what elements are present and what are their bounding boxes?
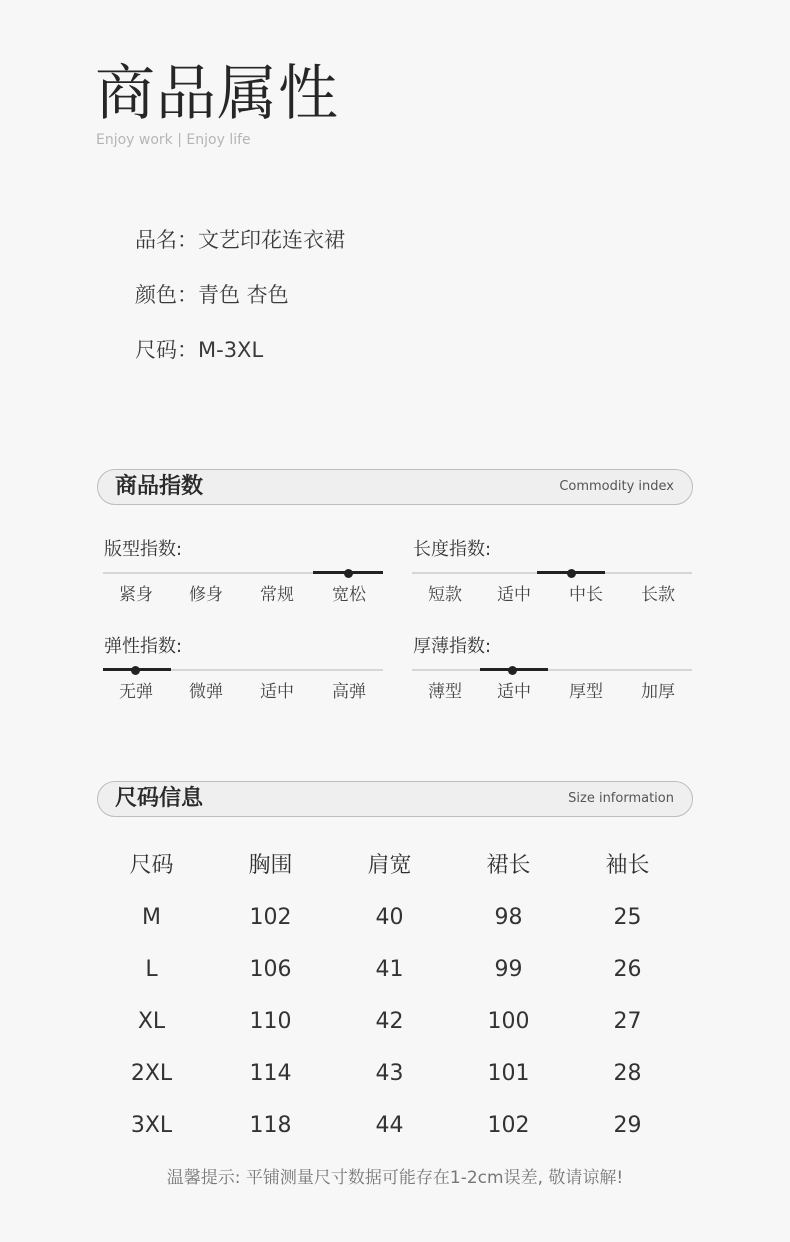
column-header: 尺码: [129, 853, 174, 878]
elasticity-index-scale: [103, 669, 383, 671]
column-header: 肩宽: [367, 853, 412, 878]
table-cell: 106: [249, 957, 292, 982]
length-option: 短款: [428, 585, 462, 605]
table-cell: 114: [249, 1061, 292, 1086]
table-cell: 27: [613, 1009, 642, 1034]
table-cell: 100: [487, 1009, 530, 1034]
thickness-index-scale: [412, 669, 692, 671]
elasticity-option: 无弹: [119, 682, 153, 702]
size-info-header: [97, 781, 693, 817]
table-cell: XL: [137, 1009, 166, 1034]
table-cell: 98: [494, 905, 523, 930]
commodity-index-subtitle: Commodity index: [559, 479, 674, 494]
table-cell: 99: [494, 957, 523, 982]
commodity-index-header: [97, 469, 693, 505]
table-row: [92, 996, 692, 1048]
table-cell: L: [145, 957, 158, 982]
table-cell: 25: [613, 905, 642, 930]
thickness-index-marker: [508, 666, 517, 675]
table-cell: M: [142, 905, 161, 930]
elasticity-index-marker: [131, 666, 140, 675]
table-cell: 44: [375, 1113, 404, 1138]
fit-index-marker: [344, 569, 353, 578]
table-cell: 29: [613, 1113, 642, 1138]
table-row: [92, 944, 692, 996]
length-index-scale: [412, 572, 692, 574]
table-cell: 41: [375, 957, 404, 982]
measurement-note: 温馨提示: 平铺测量尺寸数据可能存在1-2cm误差, 敬请谅解!: [166, 1168, 624, 1188]
length-option: 适中: [497, 585, 531, 605]
thickness-option: 厚型: [569, 682, 603, 702]
fit-index-scale: [103, 572, 383, 574]
thickness-index-label: 厚薄指数:: [413, 636, 492, 657]
table-cell: 110: [249, 1009, 292, 1034]
attribute-size: 尺码：M-3XL: [135, 338, 264, 362]
elasticity-option: 适中: [260, 682, 294, 702]
table-cell: 42: [375, 1009, 404, 1034]
thickness-option: 适中: [497, 682, 531, 702]
table-cell: 2XL: [130, 1061, 173, 1086]
thickness-option: 薄型: [428, 682, 462, 702]
elasticity-index-label: 弹性指数:: [104, 636, 183, 657]
table-cell: 28: [613, 1061, 642, 1086]
table-cell: 3XL: [130, 1113, 173, 1138]
commodity-index-title: 商品指数: [115, 474, 204, 499]
table-cell: 26: [613, 957, 642, 982]
column-header: 裙长: [486, 853, 531, 878]
fit-option: 宽松: [332, 585, 366, 605]
column-header: 袖长: [605, 853, 650, 878]
table-cell: 101: [487, 1061, 530, 1086]
page-subtitle: Enjoy work | Enjoy life: [96, 132, 251, 148]
table-row: [92, 1100, 692, 1152]
size-info-subtitle: Size information: [568, 791, 674, 806]
table-cell: 40: [375, 905, 404, 930]
fit-index-label: 版型指数:: [104, 539, 183, 560]
column-header: 胸围: [248, 853, 293, 878]
length-index-marker: [567, 569, 576, 578]
table-cell: 118: [249, 1113, 292, 1138]
fit-option: 紧身: [119, 585, 153, 605]
attribute-color: 颜色：青色 杏色: [135, 283, 289, 307]
attribute-product-name: 品名：文艺印花连衣裙: [135, 228, 345, 252]
length-option: 长款: [641, 585, 675, 605]
table-cell: 102: [249, 905, 292, 930]
length-index-label: 长度指数:: [413, 539, 492, 560]
length-option: 中长: [569, 585, 603, 605]
elasticity-option: 高弹: [332, 682, 366, 702]
table-row: [92, 1048, 692, 1100]
thickness-option: 加厚: [641, 682, 675, 702]
table-row: [92, 892, 692, 944]
fit-option: 常规: [260, 585, 294, 605]
elasticity-option: 微弹: [189, 682, 223, 702]
size-info-title: 尺码信息: [115, 786, 204, 811]
page-title: 商品属性: [95, 59, 339, 129]
size-table-header: [92, 840, 692, 892]
table-cell: 43: [375, 1061, 404, 1086]
table-cell: 102: [487, 1113, 530, 1138]
fit-option: 修身: [189, 585, 223, 605]
